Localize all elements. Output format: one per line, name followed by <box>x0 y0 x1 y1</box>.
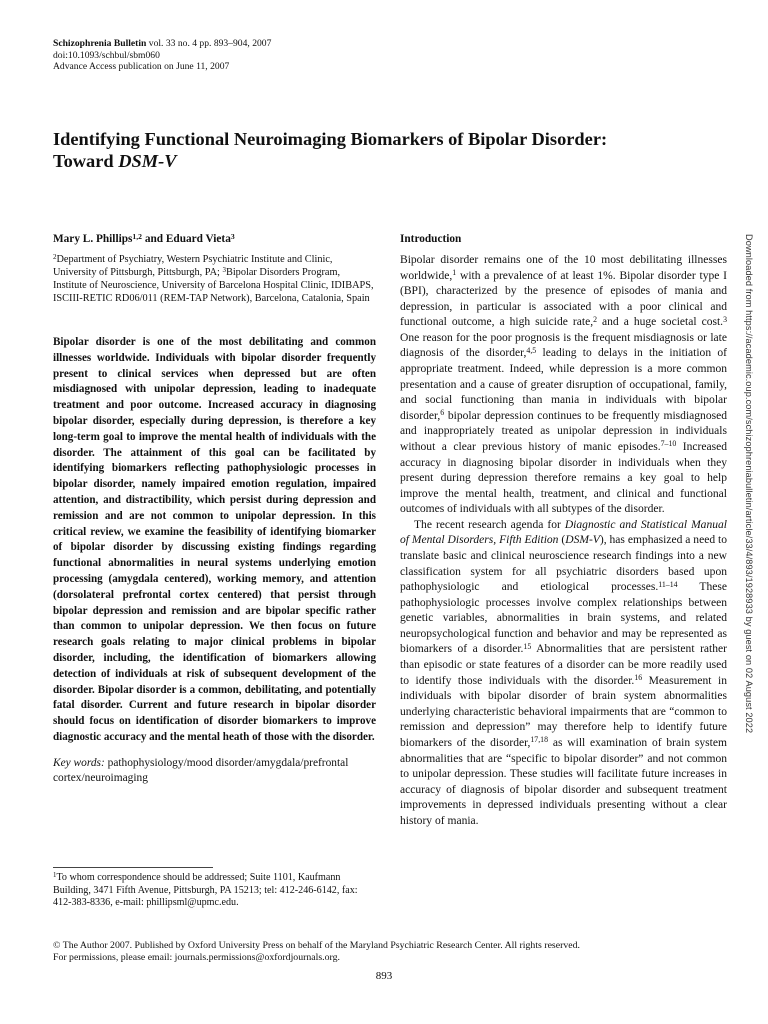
text-run: as will examination of brain system abnormalities that are “specific to bipolar disorder” and not common to unipolar depression. These studies will facilitate future increases in accuracy of diagnosis of bipolar disorder and subsequent treatment improvements in depressed individuals presenting without a clear history of mania. <box>400 736 727 827</box>
article-title <box>53 128 703 172</box>
journal-name: Schizophrenia Bulletin <box>53 38 147 49</box>
footnote-sup: 1 <box>53 871 57 879</box>
copyright-line: © The Author 2007. Published by Oxford University Press on behalf of the Maryland Psychiatric Research Center. All rights reserved. <box>53 940 580 951</box>
title-sub-italic: DSM-V <box>118 151 177 171</box>
citation-ref: 2 <box>593 314 597 324</box>
keywords <box>53 756 376 787</box>
journal-doi: doi:10.1093/schbul/sbm060 <box>53 49 160 61</box>
italic-run: Diagnostic and Statistical Manual of Mental Disorders, Fifth Edition <box>400 518 727 547</box>
correspondence-footnote <box>53 872 376 910</box>
citation-ref: 1 <box>452 268 457 278</box>
advance-access-note: Advance Access publication on June 11, 2007 <box>53 61 230 72</box>
author-name: Eduard Vieta <box>165 233 231 245</box>
right-column <box>400 232 727 829</box>
text-run: Bipolar disorder remains one of the 10 most debilitating illnesses worldwide, <box>400 254 727 282</box>
title-main: Identifying Functional Neuroimaging Biomarkers of Bipolar Disorder: <box>53 129 608 149</box>
citation-ref: 11–14 <box>658 579 678 589</box>
author-name: Mary L. Phillips <box>53 233 133 245</box>
journal-header <box>53 38 271 73</box>
text-run: Increased accuracy in diagnosing bipolar disorder in individuals when they present during depression therefore remains a key goal to help improve the mental health, treatment, and clinical and functional outcomes of individuals with all subtypes of the disorder. <box>400 440 728 516</box>
footnote-text: To whom correspondence should be addressed; Suite 1101, Kaufmann Building, 3471 Fifth Avenue, Pittsburgh, PA 15213; tel: 412-246-6142, fax: 412-383-8336, e-mail: phillipsml@upmc.edu. <box>53 872 358 909</box>
left-column <box>53 232 376 787</box>
citation-ref: 7–10 <box>660 439 677 449</box>
journal-volume: vol. 33 no. 4 pp. 893–904, 2007 <box>148 38 272 49</box>
text-run: with a prevalence of at least 1%. Bipolar disorder type I (BPI), characterized by the presence of episodes of mania and depression, in particular is associated with a poor clinical and functional outcome, a high suicide rate, <box>400 269 727 329</box>
citation-ref: 3 <box>723 314 727 324</box>
author-joiner: and <box>142 233 166 245</box>
section-heading-introduction: Introduction <box>400 233 462 245</box>
text-run: One reason for the poor prognosis is the frequent misdiagnosis or late diagnosis of the disorder, <box>400 331 727 360</box>
text-run: Measurement in individuals with bipolar disorder of brain system abnormalities underlying characteristic behavioral impairments that are “common to remission and depression” may therefore help to identify future biomarkers of the disorder, <box>400 674 727 749</box>
page-footer <box>53 940 733 964</box>
abstract: Bipolar disorder is one of the most debilitating and common illnesses worldwide. Individuals with bipolar disorder frequently present to clinical services when depressed but are often misdiagnosed with unipolar depression, leading to inadequate treatment and poor outcome. Increased accuracy in diagnosing bipolar disorder, especially during depression, is therefore a key long-term goal to improve the mental health of individuals with the disorder. The attainment of this goal can be facilitated by identifying biomarkers reflecting pathophysiologic processes in bipolar disorder, namely impaired emotion regulation, impaired attention, and distractibility, which persist during depression and remission and are not common to unipolar depression. In this critical review, we examine the feasibility of identifying biomarker of bipolar disorder by discussing existing findings regarding functional abnormalities in neural systems underlying emotion processing (amygdala centered), working memory, and attention (dorsolateral prefrontal cortex centered) that persist through bipolar depression and remission and are bipolar specific rather than common to unipolar depression. We then focus on future research goals relating to major clinical problems in bipolar disorder, including, the identification of biomarkers allowing detection of individuals at risk of subsequent development of the disorder. Bipolar disorder is a common, debilitating, and potentially fatal disorder. Current and future research in bipolar disorder should focus on identification of disorder biomarkers to improve diagnostic accuracy and the mental heath of those with the disorder. <box>53 336 376 743</box>
affiliation-sup: 3 <box>222 265 226 274</box>
footnote-divider <box>53 867 213 868</box>
title-sub-prefix: Toward <box>53 151 119 171</box>
affiliation-text: Bipolar Disorders Program, Institute of Neuroscience, University of Barcelona Hospital Clinic, IDIBAPS, ISCIII-RETIC RD06/011 (REM-TAP Network), Barcelona, Catalonia, Spain <box>53 267 374 304</box>
journal-citation-line <box>53 38 271 50</box>
download-watermark-text: Downloaded from https://academic.oup.com/schizophreniabulletin/article/33/4/893/1928933 by guest on 02 August 2022 <box>744 234 754 734</box>
affiliations <box>53 253 376 305</box>
citation-ref: 15 <box>523 641 532 651</box>
text-run: and a huge societal cost. <box>597 316 724 329</box>
citation-ref: 17,18 <box>530 735 549 745</box>
text-run: ( <box>558 534 566 547</box>
page-number: 893 <box>375 970 393 982</box>
text-run: Abnormalities that are persistent rather than episodic or state features of a disorder can be more readily used to identify those individuals with the disorder. <box>400 643 728 687</box>
author-affiliation-sup: 3 <box>230 231 235 241</box>
keywords-label: Key words: <box>53 756 105 769</box>
text-run: The recent research agenda for <box>414 518 565 531</box>
citation-ref: 4,5 <box>526 345 537 355</box>
citation-ref: 6 <box>440 408 445 418</box>
download-watermark <box>744 234 758 954</box>
citation-ref: 16 <box>634 673 643 683</box>
text-run: bipolar depression continues to be frequently misdiagnosed and inappropriately treated as unipolar depression in individuals without a clear previous history of manic episodes. <box>400 409 727 453</box>
author-affiliation-sup: 1,2 <box>132 231 142 241</box>
affiliation-text: Department of Psychiatry, Western Psychiatric Institute and Clinic, University of Pittsburgh, Pittsburgh, PA; <box>53 254 333 278</box>
author-list <box>53 232 376 246</box>
intro-paragraph-2 <box>400 518 727 830</box>
permissions-line: For permissions, please email: journals.permissions@oxfordjournals.org. <box>53 952 340 963</box>
text-run: ), has emphasized a need to translate basic and clinical neuroscience research findings into a new classification system for all psychiatric disorders based upon pathophysiologic and etiological processes. <box>400 534 727 594</box>
italic-run: DSM-V <box>565 534 600 547</box>
keywords-text: pathophysiology/mood disorder/amygdala/prefrontal cortex/neuroimaging <box>53 756 349 785</box>
text-run: These pathophysiologic processes involve complex relationships between genetic variables, abnormalities in brain systems, and related neuropsychological function and behavior and may be represented as biomarkers of a disorder. <box>400 581 727 656</box>
intro-paragraph-1 <box>400 253 727 518</box>
text-run: leading to delays in the initiation of appropriate treatment. Indeed, while depression is a more common presentation and a cause of greater disruption of occupational, family, and social functioning than mania in individuals with bipolar disorder, <box>400 347 727 422</box>
affiliation-sup: 2 <box>53 252 57 261</box>
